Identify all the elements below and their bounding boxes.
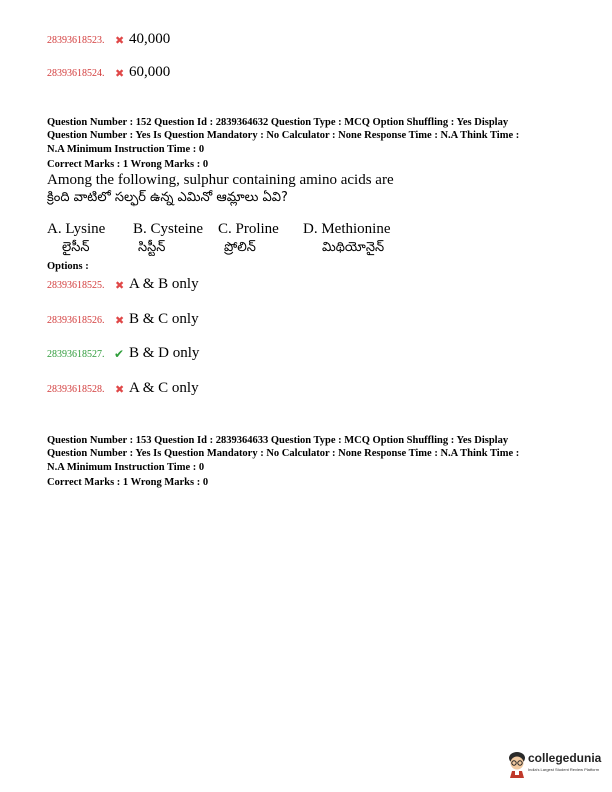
- options-label: Options :: [47, 261, 89, 272]
- option-text: 60,000: [129, 64, 171, 80]
- marks-line: Correct Marks : 1 Wrong Marks : 0: [47, 477, 209, 489]
- option-text: B & D only: [129, 345, 200, 361]
- cross-icon: ✖: [115, 34, 125, 47]
- option-text: 40,000: [129, 31, 171, 47]
- meta-line: N.A Minimum Instruction Time : 0: [47, 461, 205, 473]
- option-id: 28393618526.: [47, 315, 105, 326]
- choice-a-te: లైసీన్: [62, 240, 90, 255]
- meta-line: Question Number : 153 Question Id : 2839364633 Question Type : MCQ Option Shuffling : Yes Display: [47, 435, 509, 446]
- meta-line: Question Number : Yes Is Question Mandatory : No Calculator : None Response Time : N.A Think Time :: [47, 448, 520, 460]
- option-id: 28393618525.: [47, 280, 105, 291]
- choice-d: D. Methionine: [303, 221, 391, 237]
- logo-tagline: India's Largest Student Review Platform: [528, 767, 600, 772]
- cross-icon: ✖: [115, 279, 125, 292]
- logo-wordmark: collegedunia: [528, 751, 602, 765]
- meta-line: N.A Minimum Instruction Time : 0: [47, 143, 205, 155]
- question-153-meta: [47, 434, 567, 490]
- option-id: 28393618523.: [47, 35, 105, 46]
- cross-icon: ✖: [115, 383, 125, 396]
- marks-line: Correct Marks : 1 Wrong Marks : 0: [47, 159, 209, 171]
- question-text-te: క్రింది వాటిలో సల్ఫర్ ఉన్న ఎమినో ఆమ్లాలు ఏవి?: [47, 190, 288, 205]
- choice-d-te: మిథియోనైన్: [322, 240, 385, 255]
- option-text: A & B only: [129, 276, 199, 292]
- choice-c-te: ప్రోలిన్: [224, 240, 256, 255]
- option-id: 28393618524.: [47, 68, 105, 79]
- option-id: 28393618527.: [47, 349, 105, 360]
- option-text: A & C only: [129, 380, 199, 396]
- mascot-icon: [506, 749, 528, 779]
- meta-line: Question Number : 152 Question Id : 2839364632 Question Type : MCQ Option Shuffling : Yes Display: [47, 117, 509, 128]
- option-id: 28393618528.: [47, 384, 105, 395]
- choice-c: C. Proline: [218, 221, 279, 237]
- question-text-en: Among the following, sulphur containing amino acids are: [47, 172, 394, 188]
- check-icon: ✔: [114, 347, 125, 361]
- question-152-meta: [47, 116, 567, 172]
- choice-b: B. Cysteine: [133, 221, 203, 237]
- meta-line: Question Number : Yes Is Question Mandatory : No Calculator : None Response Time : N.A Think Time :: [47, 130, 520, 142]
- cross-icon: ✖: [115, 67, 125, 80]
- option-text: B & C only: [129, 311, 199, 327]
- choice-b-te: సిస్టీన్: [138, 240, 166, 255]
- choice-a: A. Lysine: [47, 221, 106, 237]
- collegedunia-logo: [506, 747, 606, 787]
- cross-icon: ✖: [115, 314, 125, 327]
